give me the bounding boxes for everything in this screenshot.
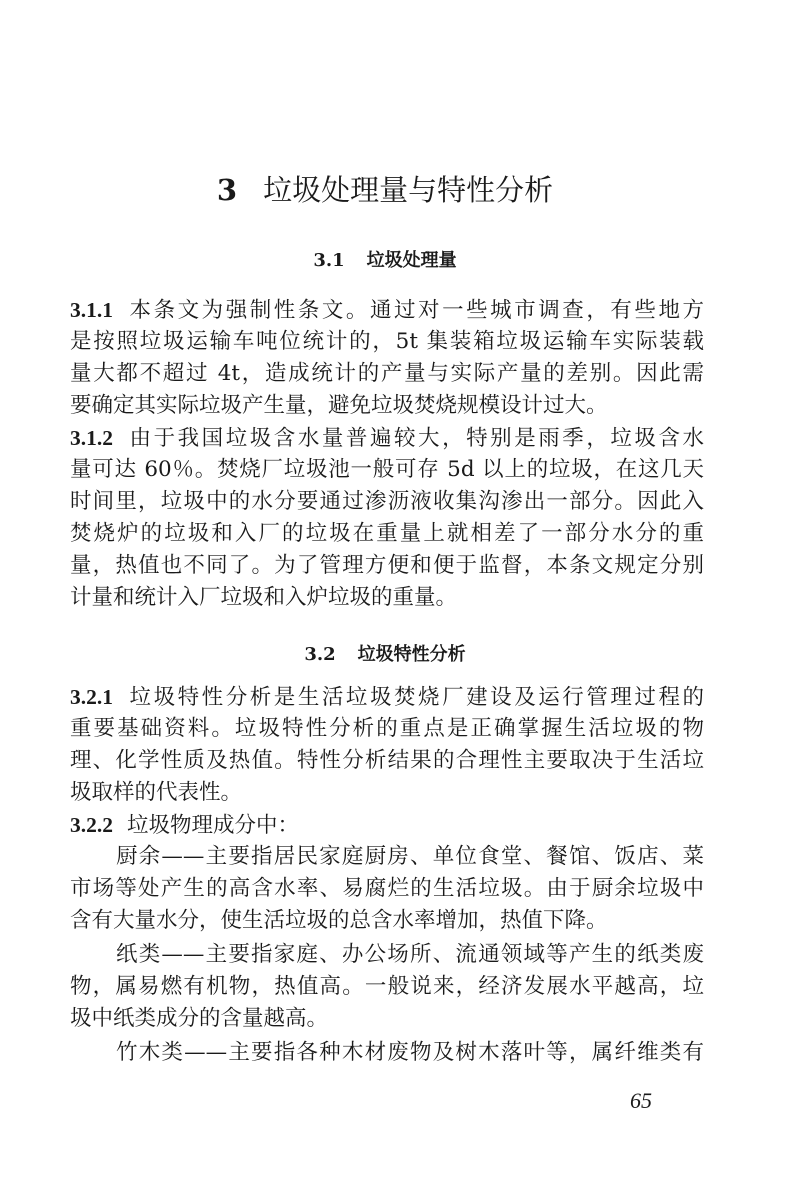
text-line: 重要基础资料。垃圾特性分析的重点是正确掌握生活垃圾的物 (70, 716, 704, 741)
text-line (70, 422, 704, 454)
clause-label: 3.1.1 (70, 298, 113, 322)
text-line: 圾取样的代表性。 (70, 780, 243, 805)
text-line: 厨余——主要指居民家庭厨房、单位食堂、餐馆、饭店、菜 (116, 844, 704, 869)
text-line: 要确定其实际垃圾产生量，避免垃圾焚烧规模设计过大。 (70, 393, 608, 418)
chapter-heading (0, 168, 770, 209)
section-number: 3.2 (304, 644, 336, 665)
section-title: 垃圾特性分析 (357, 644, 466, 665)
paragraph-kitchen-waste (70, 841, 704, 937)
clause-label: 3.2.1 (70, 685, 113, 709)
line-text: 由于我国垃圾含水量普遍较大，特别是雨季，垃圾含水 (127, 426, 704, 451)
text-line: 时间里，垃圾中的水分要通过渗沥液收集沟渗出一部分。因此入 (70, 489, 704, 514)
page-number: 65 (630, 1088, 652, 1113)
text-line: 量大都不超过 4t，造成统计的产量与实际产量的差别。因此需 (70, 361, 704, 386)
section-number: 3.1 (313, 250, 345, 271)
text-line: 量，热值也不同了。为了管理方便和便于监督，本条文规定分别 (70, 553, 704, 578)
chapter-title: 垃圾处理量与特性分析 (263, 173, 554, 207)
text-line: 是按照垃圾运输车吨位统计的，5t 集装箱垃圾运输车实际装载 (70, 329, 704, 354)
clause-label: 3.2.2 (70, 813, 113, 837)
text-line: 纸类——主要指家庭、办公场所、流通领域等产生的纸类废 (116, 942, 704, 967)
text-line: 计量和统计入厂垃圾和入炉垃圾的重量。 (70, 585, 458, 610)
chapter-number: 3 (216, 173, 238, 207)
text-line: 物，属易燃有机物，热值高。一般说来，经济发展水平越高，垃 (70, 974, 704, 999)
section-heading-3-2 (0, 640, 770, 666)
line-text: 垃圾特性分析是生活垃圾焚烧厂建设及运行管理过程的 (127, 685, 704, 710)
clause-3-1-1 (70, 294, 704, 422)
text-line: 含有大量水分，使生活垃圾的总含水率增加，热值下降。 (70, 908, 608, 933)
section-title: 垃圾处理量 (366, 250, 457, 271)
section-heading-3-1 (0, 246, 770, 272)
text-line: 竹木类——主要指各种木材废物及树木落叶等，属纤维类有 (116, 1040, 704, 1065)
text-line (70, 681, 704, 713)
text-line: 市场等处产生的高含水率、易腐烂的生活垃圾。由于厨余垃圾中 (70, 876, 704, 901)
text-line: 焚烧炉的垃圾和入厂的垃圾在重量上就相差了一部分水分的重 (70, 521, 704, 546)
text-line (70, 294, 704, 326)
clause-label: 3.1.2 (70, 426, 113, 450)
clause-3-1-2 (70, 422, 704, 614)
text-line: 理、化学性质及热值。特性分析结果的合理性主要取决于生活垃 (70, 748, 704, 773)
text-line (70, 809, 704, 841)
line-text: 垃圾物理成分中： (127, 813, 300, 838)
text-line: 圾中纸类成分的含量越高。 (70, 1006, 329, 1031)
paragraph-wood (70, 1037, 704, 1069)
clause-3-2-1 (70, 681, 704, 841)
line-text: 本条文为强制性条文。通过对一些城市调查，有些地方 (127, 298, 704, 323)
text-line: 量可达 60％。焚烧厂垃圾池一般可存 5d 以上的垃圾，在这几天 (70, 457, 704, 482)
paragraph-paper (70, 939, 704, 1035)
